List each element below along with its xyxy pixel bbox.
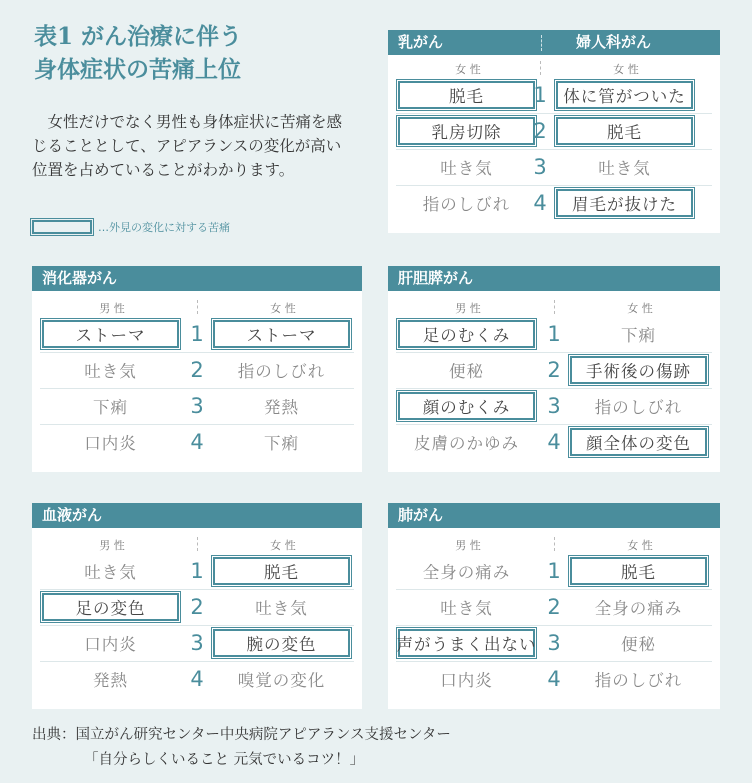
table-row	[32, 625, 362, 661]
header-right-title: 婦人科がん	[576, 33, 652, 51]
legend-text: …外見の変化に対する苦痛	[98, 221, 230, 234]
table-row	[32, 352, 362, 388]
table-liver-biliary-pancreatic	[388, 266, 720, 472]
table-row	[388, 589, 720, 625]
cell-right: 下痢	[264, 434, 299, 453]
table-row	[388, 149, 720, 185]
table-row	[388, 113, 720, 149]
cell-left: 吐き気	[84, 362, 137, 381]
table-row	[32, 589, 362, 625]
cell-right: 全身の痛み	[594, 599, 683, 618]
cell-left: 吐き気	[440, 599, 493, 618]
cell-right: 指のしびれ	[237, 362, 326, 381]
cell-left: 吐き気	[84, 563, 137, 582]
cell-right: 嗅覚の変化	[237, 671, 326, 690]
rank-number: 1	[533, 83, 547, 107]
cell-left: 脱毛	[398, 81, 535, 109]
rank-number: 3	[547, 394, 561, 418]
table-breast-gynecologic	[388, 30, 720, 233]
figure-title	[34, 20, 242, 86]
table-row	[32, 316, 362, 352]
column-sub-left: 男 性	[455, 302, 481, 315]
header-left-title: 乳がん	[398, 33, 444, 51]
table-row	[388, 352, 720, 388]
table-row	[32, 388, 362, 424]
table-row	[388, 661, 720, 697]
cell-left: ストーマ	[42, 320, 179, 348]
title-line-1: 表1 がん治療に伴う	[34, 23, 243, 50]
rank-number: 1	[190, 559, 204, 583]
legend	[32, 219, 230, 235]
cell-left: 便秘	[449, 362, 484, 381]
card-header	[388, 503, 720, 528]
column-divider	[540, 61, 541, 75]
cell-right: 顔全体の変色	[570, 428, 707, 456]
column-sub-left: 男 性	[99, 302, 125, 315]
source-citation	[32, 723, 451, 773]
rank-number: 4	[547, 667, 561, 691]
column-sub-left: 男 性	[99, 539, 125, 552]
cell-left: 口内炎	[440, 671, 493, 690]
source-line-2: 「自分らしくいること 元気でいるコツ！」	[84, 752, 365, 768]
rank-number: 1	[547, 322, 561, 346]
title-line-2: 身体症状の苦痛上位	[34, 56, 241, 83]
table-row	[32, 661, 362, 697]
column-sub-right: 女 性	[627, 539, 653, 552]
cell-left: 乳房切除	[398, 117, 535, 145]
table-row	[32, 553, 362, 589]
card-header	[388, 30, 720, 55]
cell-right: 脱毛	[556, 117, 693, 145]
column-divider	[197, 300, 198, 314]
column-sub-right: 女 性	[627, 302, 653, 315]
cell-right: 体に管がついた	[556, 81, 693, 109]
cell-right: 発熱	[264, 398, 299, 417]
card-header	[32, 266, 362, 291]
rank-number: 3	[190, 394, 204, 418]
cell-left: 口内炎	[84, 635, 137, 654]
rank-number: 3	[547, 631, 561, 655]
table-row	[32, 424, 362, 460]
table-row	[388, 388, 720, 424]
cell-right: 眉毛が抜けた	[556, 189, 693, 217]
table-row	[388, 185, 720, 221]
column-sub-right: 女 性	[270, 302, 296, 315]
cell-right: 腕の変色	[213, 629, 350, 657]
cell-right: 指のしびれ	[594, 671, 683, 690]
cell-right: 指のしびれ	[594, 398, 683, 417]
table-row	[388, 77, 720, 113]
cell-right: 下痢	[621, 326, 656, 345]
cell-left: 皮膚のかゆみ	[414, 434, 519, 453]
cell-left: 発熱	[93, 671, 128, 690]
cell-right: 吐き気	[598, 159, 651, 178]
column-sub-right: 女 性	[270, 539, 296, 552]
rank-number: 2	[547, 358, 561, 382]
cell-left: 口内炎	[84, 434, 137, 453]
column-divider	[554, 537, 555, 551]
column-divider	[554, 300, 555, 314]
card-header	[32, 503, 362, 528]
column-sub-right: 女 性	[613, 63, 639, 76]
rank-number: 3	[533, 155, 547, 179]
cell-right: ストーマ	[213, 320, 350, 348]
rank-number: 2	[547, 595, 561, 619]
cell-left: 全身の痛み	[422, 563, 511, 582]
cell-right: 吐き気	[255, 599, 308, 618]
table-digestive	[32, 266, 362, 472]
cell-left: 顔のむくみ	[398, 392, 535, 420]
table-row	[388, 424, 720, 460]
cell-left: 下痢	[93, 398, 128, 417]
cell-right: 脱毛	[213, 557, 350, 585]
legend-highlight-box	[32, 220, 92, 234]
card-header	[388, 266, 720, 291]
rank-number: 1	[190, 322, 204, 346]
rank-number: 4	[190, 430, 204, 454]
column-sub-left: 女 性	[455, 63, 481, 76]
cell-left: 声がうまく出ない	[398, 629, 535, 657]
cell-left: 足のむくみ	[398, 320, 535, 348]
description-text: 女性だけでなく男性も身体症状に苦痛を感じることとして、アピアランスの変化が高い位置を占めていることがわかります。	[32, 113, 343, 179]
cell-right: 手術後の傷跡	[570, 356, 707, 384]
header-title: 血液がん	[42, 506, 103, 524]
header-title: 肝胆膵がん	[398, 269, 474, 287]
rank-number: 1	[547, 559, 561, 583]
cell-right: 脱毛	[570, 557, 707, 585]
rank-number: 2	[533, 119, 547, 143]
rank-number: 4	[533, 191, 547, 215]
rank-number: 4	[190, 667, 204, 691]
table-lung	[388, 503, 720, 709]
rank-number: 2	[190, 358, 204, 382]
table-row	[388, 625, 720, 661]
rank-number: 4	[547, 430, 561, 454]
table-row	[388, 553, 720, 589]
rank-number: 3	[190, 631, 204, 655]
column-sub-left: 男 性	[455, 539, 481, 552]
column-divider	[197, 537, 198, 551]
source-line-1: 出典：国立がん研究センター中央病院アピアランス支援センター	[32, 727, 451, 743]
rank-number: 2	[190, 595, 204, 619]
table-blood	[32, 503, 362, 709]
table-row	[388, 316, 720, 352]
cell-left: 足の変色	[42, 593, 179, 621]
cell-left: 吐き気	[440, 159, 493, 178]
header-title: 消化器がん	[42, 269, 118, 287]
cell-left: 指のしびれ	[422, 195, 511, 214]
cell-right: 便秘	[621, 635, 656, 654]
header-title: 肺がん	[398, 506, 444, 524]
